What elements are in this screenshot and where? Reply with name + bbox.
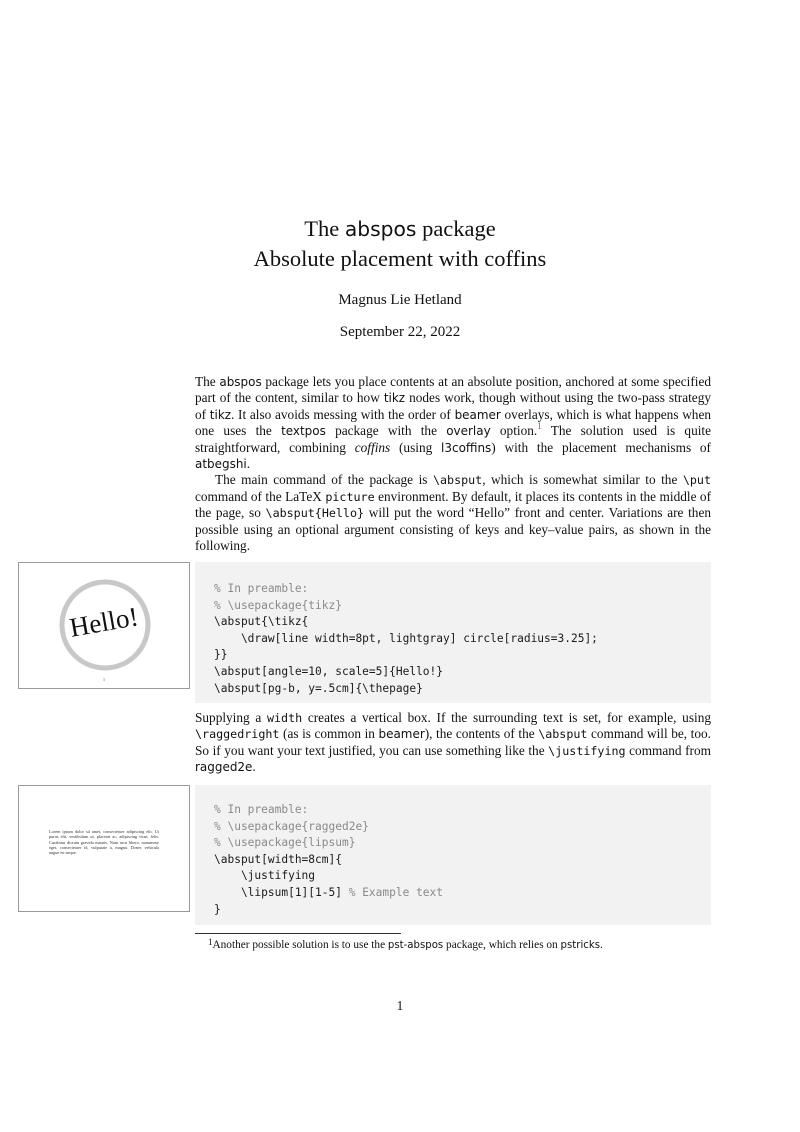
footnote-rule: [195, 933, 401, 934]
code-line: [214, 869, 315, 882]
code-line: }}: [214, 648, 228, 662]
code-comment: % Example text: [348, 885, 444, 899]
code-text: \justifying: [214, 869, 316, 883]
code-line: % In preamble:: [214, 582, 309, 595]
code-line: \absput[pg-b, y=.5cm]{\thepage}: [214, 681, 423, 695]
code-line: \absput[angle=10, scale=5]{Hello!}: [214, 664, 444, 678]
code-comment: % In preamble:: [214, 803, 309, 816]
page-subtitle: Absolute placement with coffins: [253, 246, 547, 271]
author: Magnus Lie Hetland: [338, 292, 462, 308]
page-title: [0, 214, 800, 244]
code-line: [214, 803, 308, 816]
code-line: \absput{\tikz{: [214, 615, 309, 629]
code-line: [214, 836, 355, 849]
code-comment: % \usepackage{ragged2e}: [214, 819, 369, 833]
code-line: [214, 853, 342, 866]
code-line: [214, 903, 221, 916]
page-number: 1: [396, 998, 404, 1013]
code-line: % \usepackage{tikz}: [214, 598, 342, 612]
intro-text: [195, 374, 711, 554]
code-text: \lipsum[1][1-5]: [214, 885, 349, 899]
date: September 22, 2022: [339, 324, 461, 340]
intro-paragraph-1: The abspos package lets you place contents at an absolute position, anchored at some specified part of the content, similar to how tikz nodes work, though without using the two-pass strategy of tikz. It also avoids messing with the order of beamer overlays, which is what happens when one uses the textpos package with the overlay option.$^1$ The solution used is quite straightforward, combining coffins (using l3coffins) with the placement mechanisms of atbegshi.: [195, 374, 712, 472]
code-text: \absput[width=8cm]{: [214, 852, 342, 866]
example-2-preview: [18, 785, 190, 912]
code-text: }: [214, 902, 221, 916]
code-line: [214, 886, 443, 899]
preview-page-number: 1: [103, 677, 105, 682]
width-text: [195, 710, 711, 776]
code-listing: [195, 562, 711, 697]
example-2-code: [195, 785, 711, 925]
footnote-link[interactable]: 1: [537, 421, 542, 432]
package-name: abspos: [344, 217, 417, 241]
lorem-text: Lorem ipsum dolor sit amet, consectetuer adipiscing elit. Ut purus elit, vestibulum ut, placerat ac, adipiscing vitae, felis. Curabitur dictum gravida mauris. Nam arcu libero, nonummy eget, consectetuer id, vulputate a, magna. Donec vehicula augue eu neque.: [49, 829, 159, 856]
title-text: The: [304, 216, 345, 241]
title-text: package: [416, 216, 496, 241]
code-line: [214, 820, 369, 833]
hello-text: Hello!: [67, 601, 141, 643]
example-1-preview: [18, 562, 190, 689]
width-paragraph: Supplying a width creates a vertical box. If the surrounding text is set, for example, using \raggedright (as is common in beamer), the contents of the \absput command will be, too. So if you want your text justified, you can use something like the \justifying command from ragged2e.: [195, 710, 711, 775]
example-1-code: [195, 562, 711, 703]
footnote: $^1$Another possible solution is to use the pst-abspos package, which relies on pstricks.: [208, 937, 603, 951]
code-comment: % \usepackage{lipsum}: [214, 836, 356, 850]
code-listing: [195, 785, 711, 918]
latex-logo: LaTeX: [285, 488, 322, 504]
footnote-number: 1: [208, 937, 213, 947]
intro-paragraph-2: The main command of the package is \absput, which is somewhat similar to the \put command of the LaTeX picture environment. By default, it places its contents in the middle of the page, so \absput{Hello} will put the word “Hello” front and center. Variations are then possible using an optional argument consisting of keys and key–value pairs, as shown in the following.: [195, 472, 712, 554]
code-line: \draw[line width=8pt, lightgray] circle[radius=3.25];: [214, 631, 598, 645]
title-block: [0, 214, 800, 342]
